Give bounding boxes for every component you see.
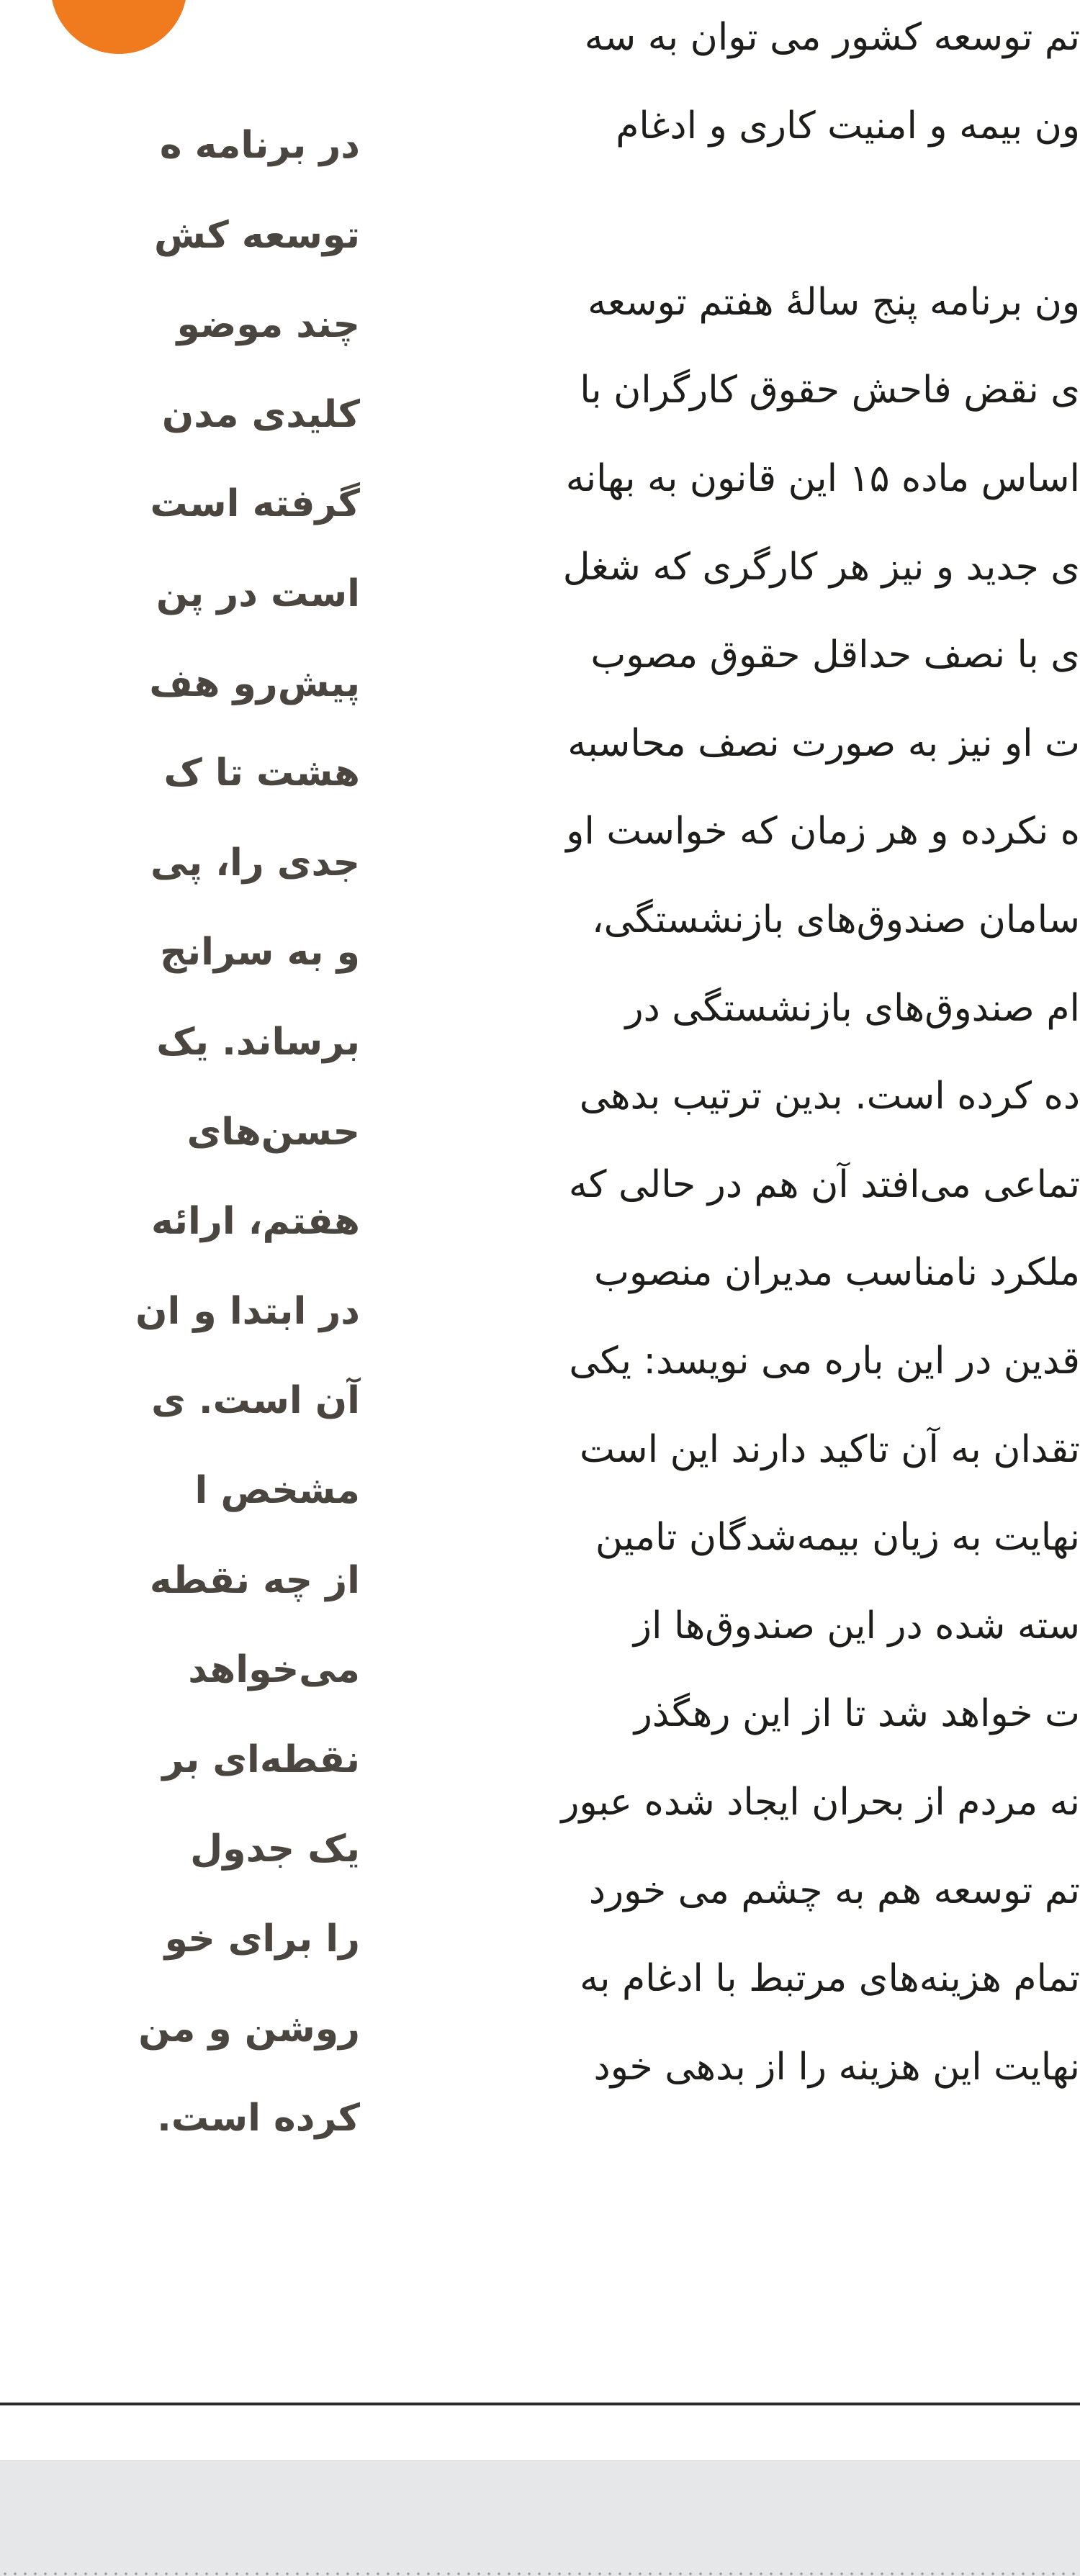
left-line: می‌خواهد [188, 1648, 360, 1692]
right-line: ت خواهد شد تا از این رهگذر [634, 1692, 1080, 1736]
right-line: ون بیمه و امنیت کاری و ادغام [616, 104, 1080, 148]
right-line: تماعی می‌افتد آن هم در حالی که [568, 1162, 1080, 1206]
left-line: و به سرانج [160, 931, 360, 975]
left-line: جدی را، پی [150, 841, 360, 885]
right-line: تم توسعه هم به چشم می خورد [588, 1868, 1080, 1912]
right-line: ده کرده است. بدین ترتیب بدهی [579, 1075, 1080, 1118]
left-line: هفتم، ارائه [151, 1200, 360, 1244]
right-line: ه نکرده و هر زمان که خواست او [566, 810, 1080, 854]
right-line: اساس ماده ۱۵ این قانون به بهانه [565, 457, 1080, 500]
right-line: تم توسعه کشور می توان به سه [584, 16, 1080, 59]
right-line: ملکرد نامناسب مدیران منصوب [594, 1251, 1080, 1295]
left-line: برساند. یک [156, 1021, 360, 1064]
right-line: قدین در این باره می نویسد: یکی [569, 1339, 1080, 1383]
left-line: در برنامه ه [159, 124, 360, 167]
page-divider [0, 2403, 1080, 2405]
left-line: را برای خو [164, 1917, 360, 1961]
left-line: چند موضو [176, 303, 360, 347]
left-line: نقطه‌ای بر [162, 1737, 360, 1781]
right-line: ی با نصف حداقل حقوق مصوب [590, 633, 1080, 677]
right-line: تمام هزینه‌های مرتبط با ادغام به [580, 1957, 1080, 2001]
right-line: نهایت به زیان بیمه‌شدگان تامین [595, 1516, 1080, 1560]
right-line: سته شده در این صندوق‌ها از [633, 1604, 1080, 1648]
right-line: تقدان به آن تاکید دارند این است [580, 1427, 1080, 1471]
right-line: ت او نیز به صورت نصف محاسبه [567, 721, 1080, 765]
left-line: است در پن [156, 572, 360, 615]
left-line: یک جدول [190, 1827, 360, 1871]
footer-dotted-edge [0, 2572, 1080, 2576]
article-side-column [0, 0, 360, 2260]
left-line: پیش‌رو هف [149, 661, 360, 705]
right-line: ام صندوق‌های بازنشستگی در [625, 986, 1080, 1030]
left-line: کرده است. [157, 2097, 360, 2141]
left-line: گرفته است [150, 482, 360, 526]
left-line: در ابتدا و ان [135, 1289, 360, 1333]
right-line: ون برنامه پنج سالهٔ هفتم توسعه [588, 280, 1080, 324]
right-line: نهایت این هزینه را از بدهی خود [593, 2045, 1080, 2089]
left-line: روشن و من [138, 2007, 360, 2051]
left-line: توسعه کش [154, 213, 360, 257]
right-line: ی نقض فاحش حقوق کارگران با [580, 369, 1080, 412]
left-line: هشت تا ک [163, 751, 360, 795]
article-main-column [353, 0, 1080, 2260]
right-line: سامان صندوق‌های بازنشستگی، [591, 898, 1080, 941]
right-line: نه مردم از بحران ایجاد شده عبور [561, 1781, 1080, 1824]
right-line: ی جدید و نیز هر کارگری که شغل [562, 545, 1080, 589]
left-line: آن است. ی [151, 1379, 360, 1423]
footer-band [0, 2460, 1080, 2576]
left-line: از چه نقطه [149, 1558, 360, 1602]
left-line: کلیدی مدن [161, 392, 360, 436]
left-line: مشخص ا [194, 1469, 360, 1512]
left-line: حسن‌های [186, 1110, 360, 1154]
